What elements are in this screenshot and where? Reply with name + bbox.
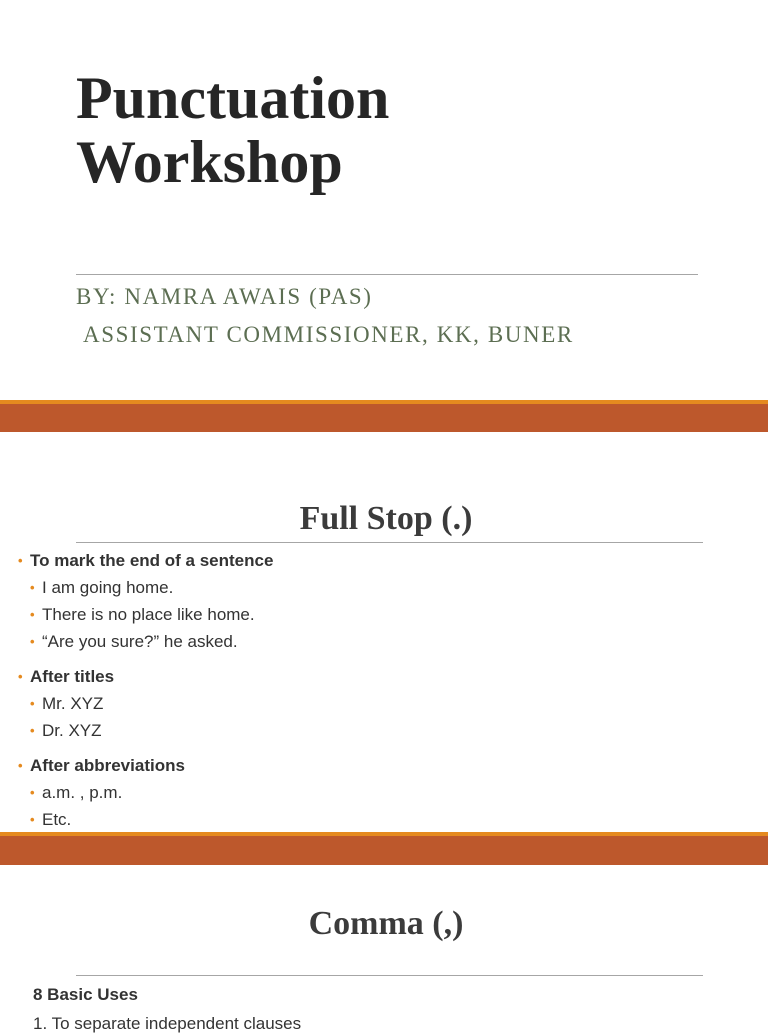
bullet-dot-icon: • bbox=[18, 553, 23, 568]
author-designation: ASSISTANT COMMISSIONER, KK, BUNER bbox=[83, 322, 574, 347]
title-line-1: Punctuation bbox=[76, 65, 390, 131]
title-slide bbox=[0, 0, 768, 400]
bullet-dot-icon: • bbox=[18, 669, 23, 684]
full-stop-divider bbox=[76, 542, 703, 543]
bullet-heading bbox=[18, 753, 273, 779]
bullet-heading-text: After titles bbox=[30, 667, 115, 686]
bullet-dot-icon: • bbox=[30, 696, 35, 711]
bullet-dot-icon: • bbox=[30, 607, 35, 622]
bullet-item bbox=[18, 601, 273, 628]
presentation-title bbox=[76, 66, 389, 194]
bullet-item bbox=[18, 806, 273, 833]
bullet-dot-icon: • bbox=[30, 634, 35, 649]
bullet-item bbox=[18, 690, 273, 717]
bullet-heading-text: To mark the end of a sentence bbox=[30, 551, 274, 570]
bullet-heading-text: After abbreviations bbox=[30, 756, 185, 775]
comma-divider bbox=[76, 975, 703, 976]
bullet-item-text: There is no place like home. bbox=[42, 605, 255, 624]
bullet-item bbox=[18, 717, 273, 744]
bullet-heading bbox=[18, 548, 273, 574]
full-stop-bullets bbox=[18, 548, 273, 833]
bullet-item bbox=[18, 779, 273, 806]
bullet-item-text: Mr. XYZ bbox=[42, 694, 104, 713]
comma-title: Comma (,) bbox=[308, 905, 464, 942]
bullet-item-text: Dr. XYZ bbox=[42, 721, 102, 740]
title-divider bbox=[76, 274, 698, 275]
bullet-item-text: Etc. bbox=[42, 810, 72, 829]
bullet-dot-icon: • bbox=[18, 758, 23, 773]
bullet-heading bbox=[18, 664, 273, 690]
bullet-item bbox=[18, 628, 273, 655]
title-line-2: Workshop bbox=[76, 129, 343, 195]
bullet-dot-icon: • bbox=[30, 785, 35, 800]
bullet-dot-icon: • bbox=[30, 812, 35, 827]
bullet-dot-icon: • bbox=[30, 580, 35, 595]
bullet-item-text: a.m. , p.m. bbox=[42, 783, 123, 802]
full-stop-title: Full Stop (.) bbox=[299, 500, 473, 537]
bullet-item-text: “Are you sure?” he asked. bbox=[42, 632, 238, 651]
comma-subheading: 8 Basic Uses bbox=[33, 985, 138, 1004]
bullet-item-text: I am going home. bbox=[42, 578, 174, 597]
bullet-dot-icon: • bbox=[30, 723, 35, 738]
bullet-item bbox=[18, 574, 273, 601]
slide-separator bbox=[0, 400, 768, 432]
author-line: BY: NAMRA AWAIS (PAS) bbox=[76, 284, 373, 309]
comma-list-item: 1. To separate independent clauses bbox=[33, 1014, 302, 1033]
slide-separator bbox=[0, 832, 768, 865]
